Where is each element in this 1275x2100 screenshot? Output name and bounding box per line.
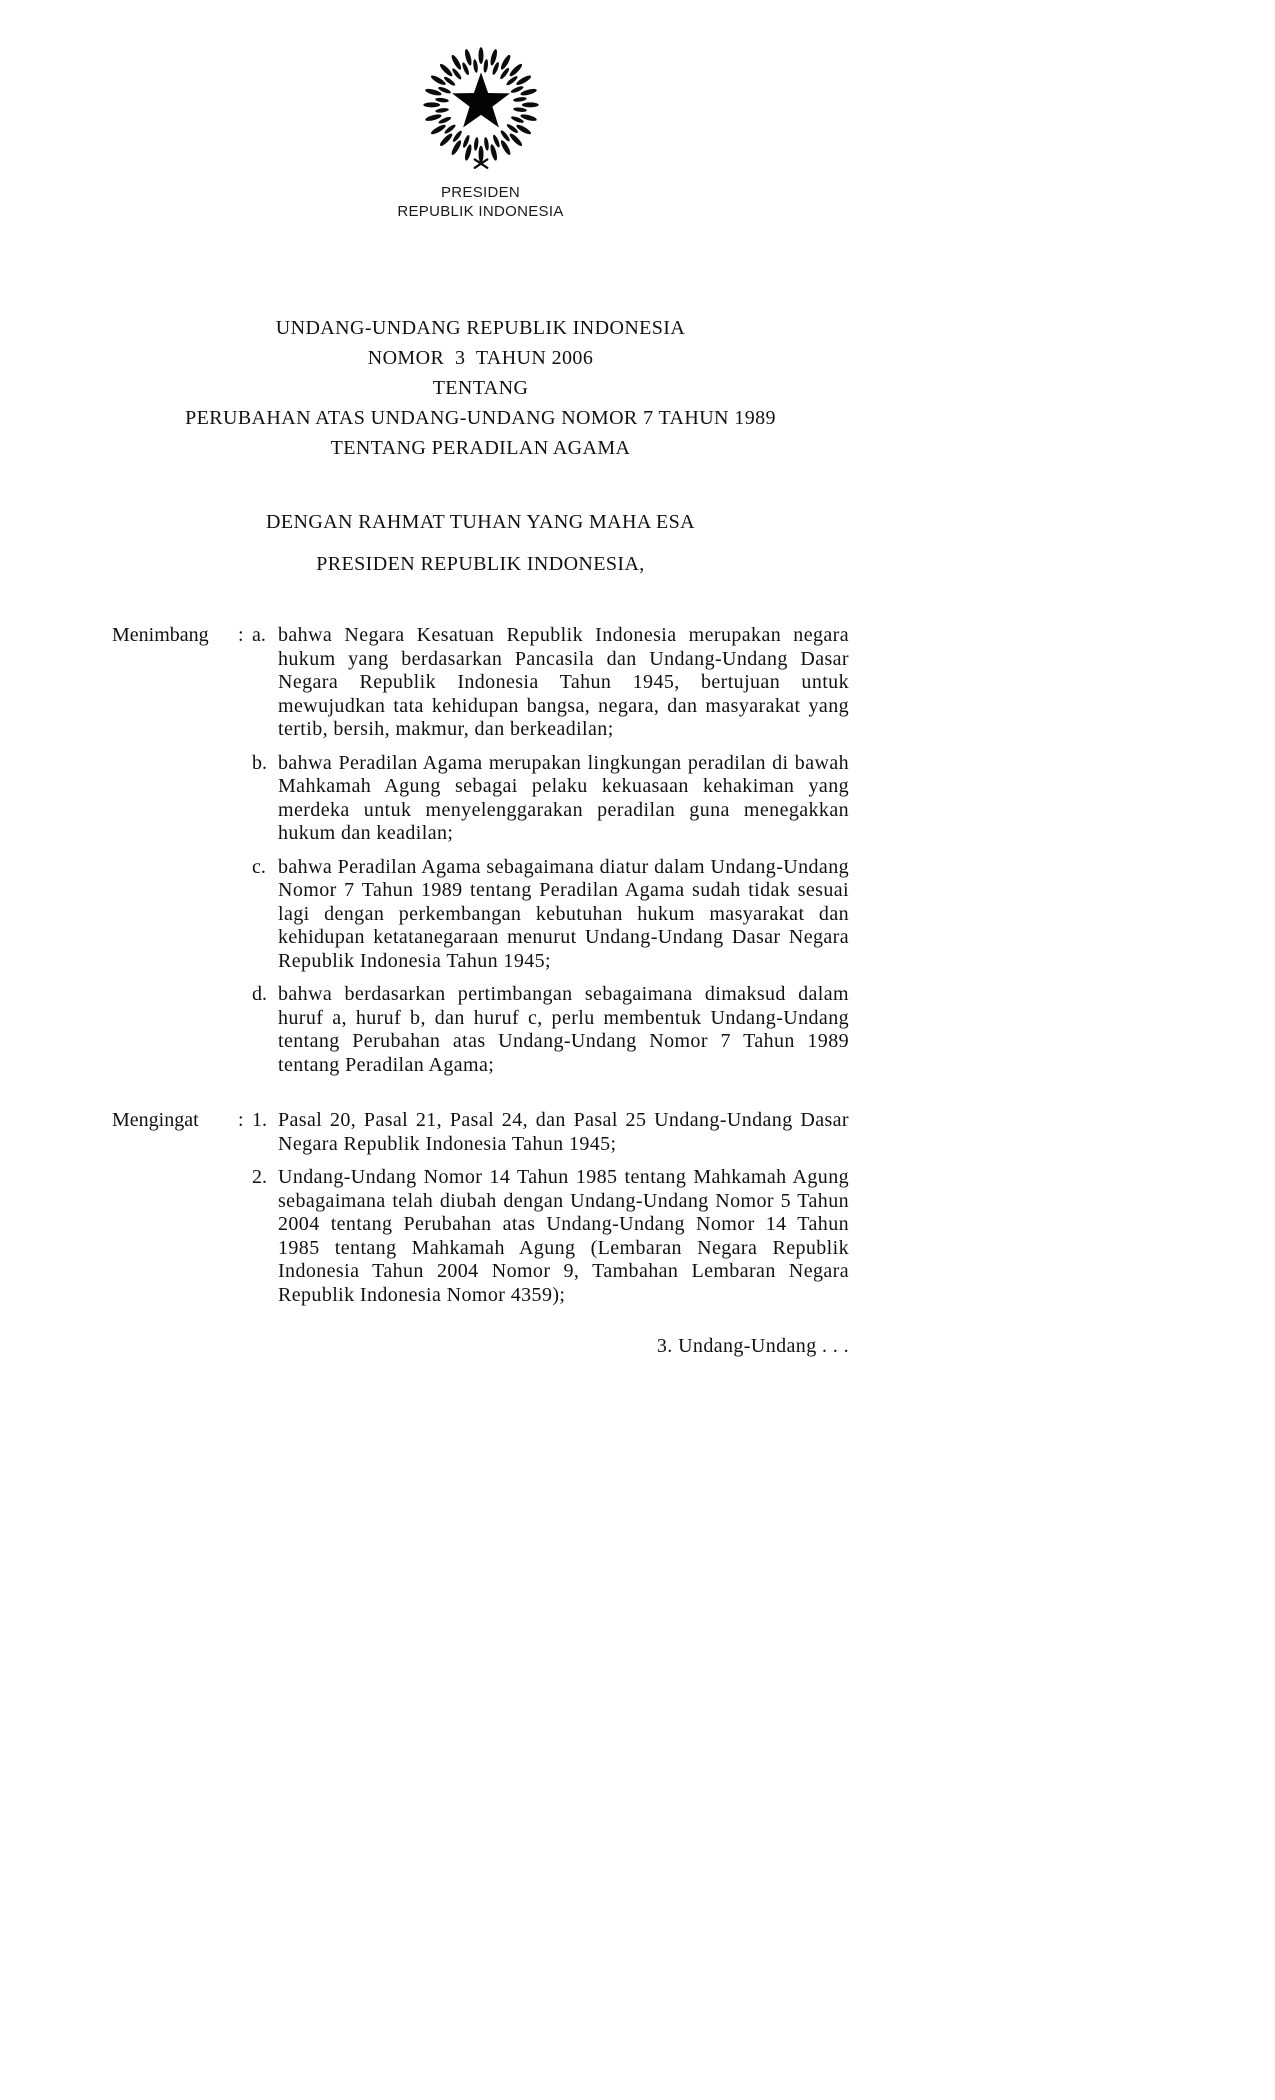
title-line-2: NOMOR 3 TAHUN 2006 (367, 347, 594, 369)
considering-separator: : (238, 624, 244, 646)
item-text: Undang-Undang Nomor 14 Tahun 1985 tentang Mahkamah Agung sebagaimana telah diubah dengan Undang-Undang Nomor 5 Tahun 2004 tentang Perubahan atas Undang-Undang Nomor 14 Tahun 1985 tentang Mahkamah Agung (Lembaran Negara Republik Indonesia Tahun 2004 Nomor 9, Tambahan Lembaran Negara Republik Indonesia Nomor 4359); (278, 1166, 849, 1306)
item-text: bahwa Negara Kesatuan Republik Indonesia merupakan negara hukum yang berdasarkan Pancasila dan Undang-Undang Dasar Negara Republik Indonesia Tahun 1945, bertujuan untuk mewujudkan tata kehidupan bangsa, negara, dan masyarakat yang tertib, bersih, makmur, dan berkeadilan; (278, 624, 849, 740)
authority-line: PRESIDEN REPUBLIK INDONESIA, (316, 553, 645, 575)
item-marker: c. (252, 855, 266, 878)
org-name (112, 183, 849, 221)
law-title (112, 313, 849, 463)
item-marker: d. (252, 983, 267, 1005)
invocation-line: DENGAN RAHMAT TUHAN YANG MAHA ESA (266, 511, 695, 533)
recalling-section (112, 1109, 849, 1307)
document-content (112, 0, 849, 1358)
considering-item-d (112, 983, 849, 1077)
catchword: 3. Undang-Undang . . . (656, 1335, 849, 1357)
letterhead (112, 42, 849, 221)
item-text: bahwa Peradilan Agama merupakan lingkungan peradilan di bawah Mahkamah Agung sebagai pelaku kekuasaan kehakiman yang merdeka untuk menyelenggarakan peradilan guna menegakkan hukum dan keadilan; (278, 751, 849, 844)
title-line-5: TENTANG PERADILAN AGAMA (330, 437, 631, 459)
recalling-label: Mengingat (112, 1109, 199, 1131)
presidential-seal-icon (418, 42, 544, 172)
title-line-4: PERUBAHAN ATAS UNDANG-UNDANG NOMOR 7 TAHUN 1989 (185, 407, 776, 429)
item-text: bahwa berdasarkan pertimbangan sebagaimana dimaksud dalam huruf a, huruf b, dan huruf c, perlu membentuk Undang-Undang tentang Perubahan atas Undang-Undang Nomor 7 Tahun 1989 tentang Peradilan Agama; (278, 983, 849, 1076)
item-marker: 2. (252, 1166, 267, 1188)
item-marker: b. (252, 751, 267, 774)
considering-section (112, 624, 849, 1077)
recalling-separator: : (238, 1109, 244, 1131)
item-text: bahwa Peradilan Agama sebagaimana diatur dalam Undang-Undang Nomor 7 Tahun 1989 tentang Peradilan Agama sudah tidak sesuai lagi dengan perkembangan kebutuhan hukum masyarakat dan kehidupan ketatanegaraan menurut Undang-Undang Dasar Negara Republik Indonesia Tahun 1945; (278, 855, 849, 972)
recalling-item-1 (112, 1109, 849, 1156)
org-line-republik: REPUBLIK INDONESIA (397, 203, 564, 220)
star-icon (452, 72, 510, 127)
considering-label: Menimbang (112, 624, 209, 646)
considering-item-b (112, 752, 849, 846)
recalling-item-2 (112, 1166, 849, 1307)
item-text: Pasal 20, Pasal 21, Pasal 24, dan Pasal 25 Undang-Undang Dasar Negara Republik Indonesia Tahun 1945; (278, 1109, 849, 1155)
title-line-1: UNDANG-UNDANG REPUBLIK INDONESIA (275, 317, 686, 339)
item-marker: a. (252, 624, 266, 646)
item-marker: 1. (252, 1109, 267, 1131)
considering-item-c (112, 856, 849, 974)
considering-item-a (112, 624, 849, 742)
org-line-presiden: PRESIDEN (440, 184, 521, 201)
title-line-3: TENTANG (432, 377, 529, 399)
